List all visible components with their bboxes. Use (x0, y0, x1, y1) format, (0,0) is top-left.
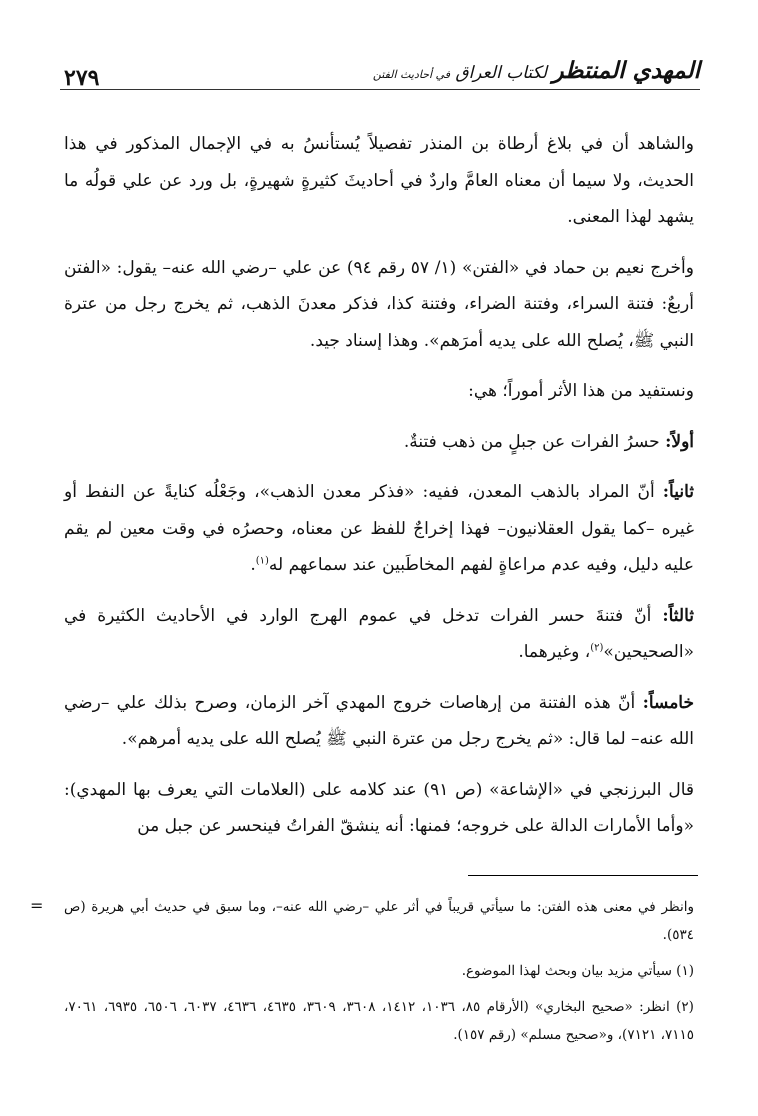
footnote-ref-1[interactable]: (١) (255, 555, 269, 567)
point-label: أولاً: (665, 431, 694, 452)
footnote-continuation: وانظر في معنى هذه الفتن: ما سيأتي قريباً في أثر علي –رضي الله عنه–، وما سبق في حديث أبي هريرة (ص ٥٣٤). (64, 899, 694, 943)
point-label: ثالثاً: (662, 605, 694, 626)
page-header (60, 55, 700, 95)
footnote-continuation-mark: = (30, 896, 44, 915)
paragraph: وأخرج نعيم بن حماد في «الفتن» (١/ ٥٧ رقم ٩٤) عن علي –رضي الله عنه– يقول: «الفتن أربعٌ: فتنة السراء، وفتنة الضراء، وفتنة كذا، فذكر معدنَ الذهب، ثم يخرج رجل من عترة النبي ﷺ، يُصلح الله على يديه أمرَهم». وهذا إسناد جيد. (64, 257, 694, 351)
paragraph-point-2: ثانياً: أنّ المراد بالذهب المعدن، ففيه: «فذكر معدن الذهب»، وجَعْلُه كنايةً عن النفط أو غيره –كما يقول العقلانيون– فهذا إخراجٌ للفظ عن معناه، وحصرُه في وقت معين لم يقم عليه دليل، وفيه عدم مراعاةٍ لفهم المخاطَبين عند سماعهم له$^{(١)}$. (64, 482, 694, 575)
main-text (64, 126, 694, 859)
running-title-sub: في أحاديث الفتن (372, 68, 450, 81)
header-rule (60, 89, 700, 90)
point-label: ثانياً: (662, 482, 694, 502)
paragraph: والشاهد أن في بلاغ أرطاة بن المنذر تفصيلاً يُستأنسُ به في الإجمال المذكور في هذا الحديث، ولا سيما أن معناه العامَّ واردٌ في أحاديثَ كثيرةٍ شهيرةٍ، بل ورد عن علي قولُه ما يشهد لهذا المعنى. (64, 134, 694, 227)
running-title-book: لكتاب العراق (455, 63, 548, 83)
running-title (373, 57, 700, 84)
paragraph-point-3: ثالثاً: أنّ فتنةَ حسر الفرات تدخل في عموم الهرج الوارد في الأحاديث الكثيرة في «الصحيحين»$^{(٢)}$، وغيرهما. (64, 605, 694, 662)
footnote-1: (١) سيأتي مزيد بيان وبحث لهذا الموضوع. (461, 963, 694, 979)
footnotes (64, 893, 694, 1057)
page-number: ٢٧٩ (64, 65, 100, 91)
paragraph: قال البرزنجي في «الإشاعة» (ص ٩١) عند كلامه على (العلامات التي يعرف بها المهدي): «وأما الأمارات الدالة على خروجه؛ فمنها: أنه ينشقّ الفراتُ فينحسر عن جبل من (64, 779, 694, 836)
paragraph: ونستفيد من هذا الأثر أموراً؛ هي: (468, 381, 694, 401)
footnote-2: (٢) انظر: «صحيح البخاري» (الأرقام ٨٥، ١٠٣٦، ١٤١٢، ٣٦٠٨، ٣٦٠٩، ٤٦٣٥، ٤٦٣٦، ٦٠٣٧، ٦٥٠٦، ٦٩٣٥، ٧٠٦١، ٧١١٥، ٧١٢١)، و«صحيح مسلم» (رقم ١٥٧). (64, 999, 694, 1043)
point-label: خامساً: (642, 692, 694, 713)
paragraph-point-5: خامساً: أنّ هذه الفتنة من إرهاصات خروج المهدي آخر الزمان، وصرح بذلك علي –رضي الله عنه– لما قال: «ثم يخرج رجل من عترة النبي ﷺ يُصلح الله على يديه أمرهم». (64, 692, 694, 749)
running-title-main: المهدي المنتظر (552, 57, 700, 84)
footnote-rule (468, 875, 698, 876)
paragraph-point-1: أولاً: حسرُ الفرات عن جبلٍ من ذهب فتنةٌ. (403, 431, 694, 452)
footnote-ref-2[interactable]: (٢) (590, 642, 604, 654)
